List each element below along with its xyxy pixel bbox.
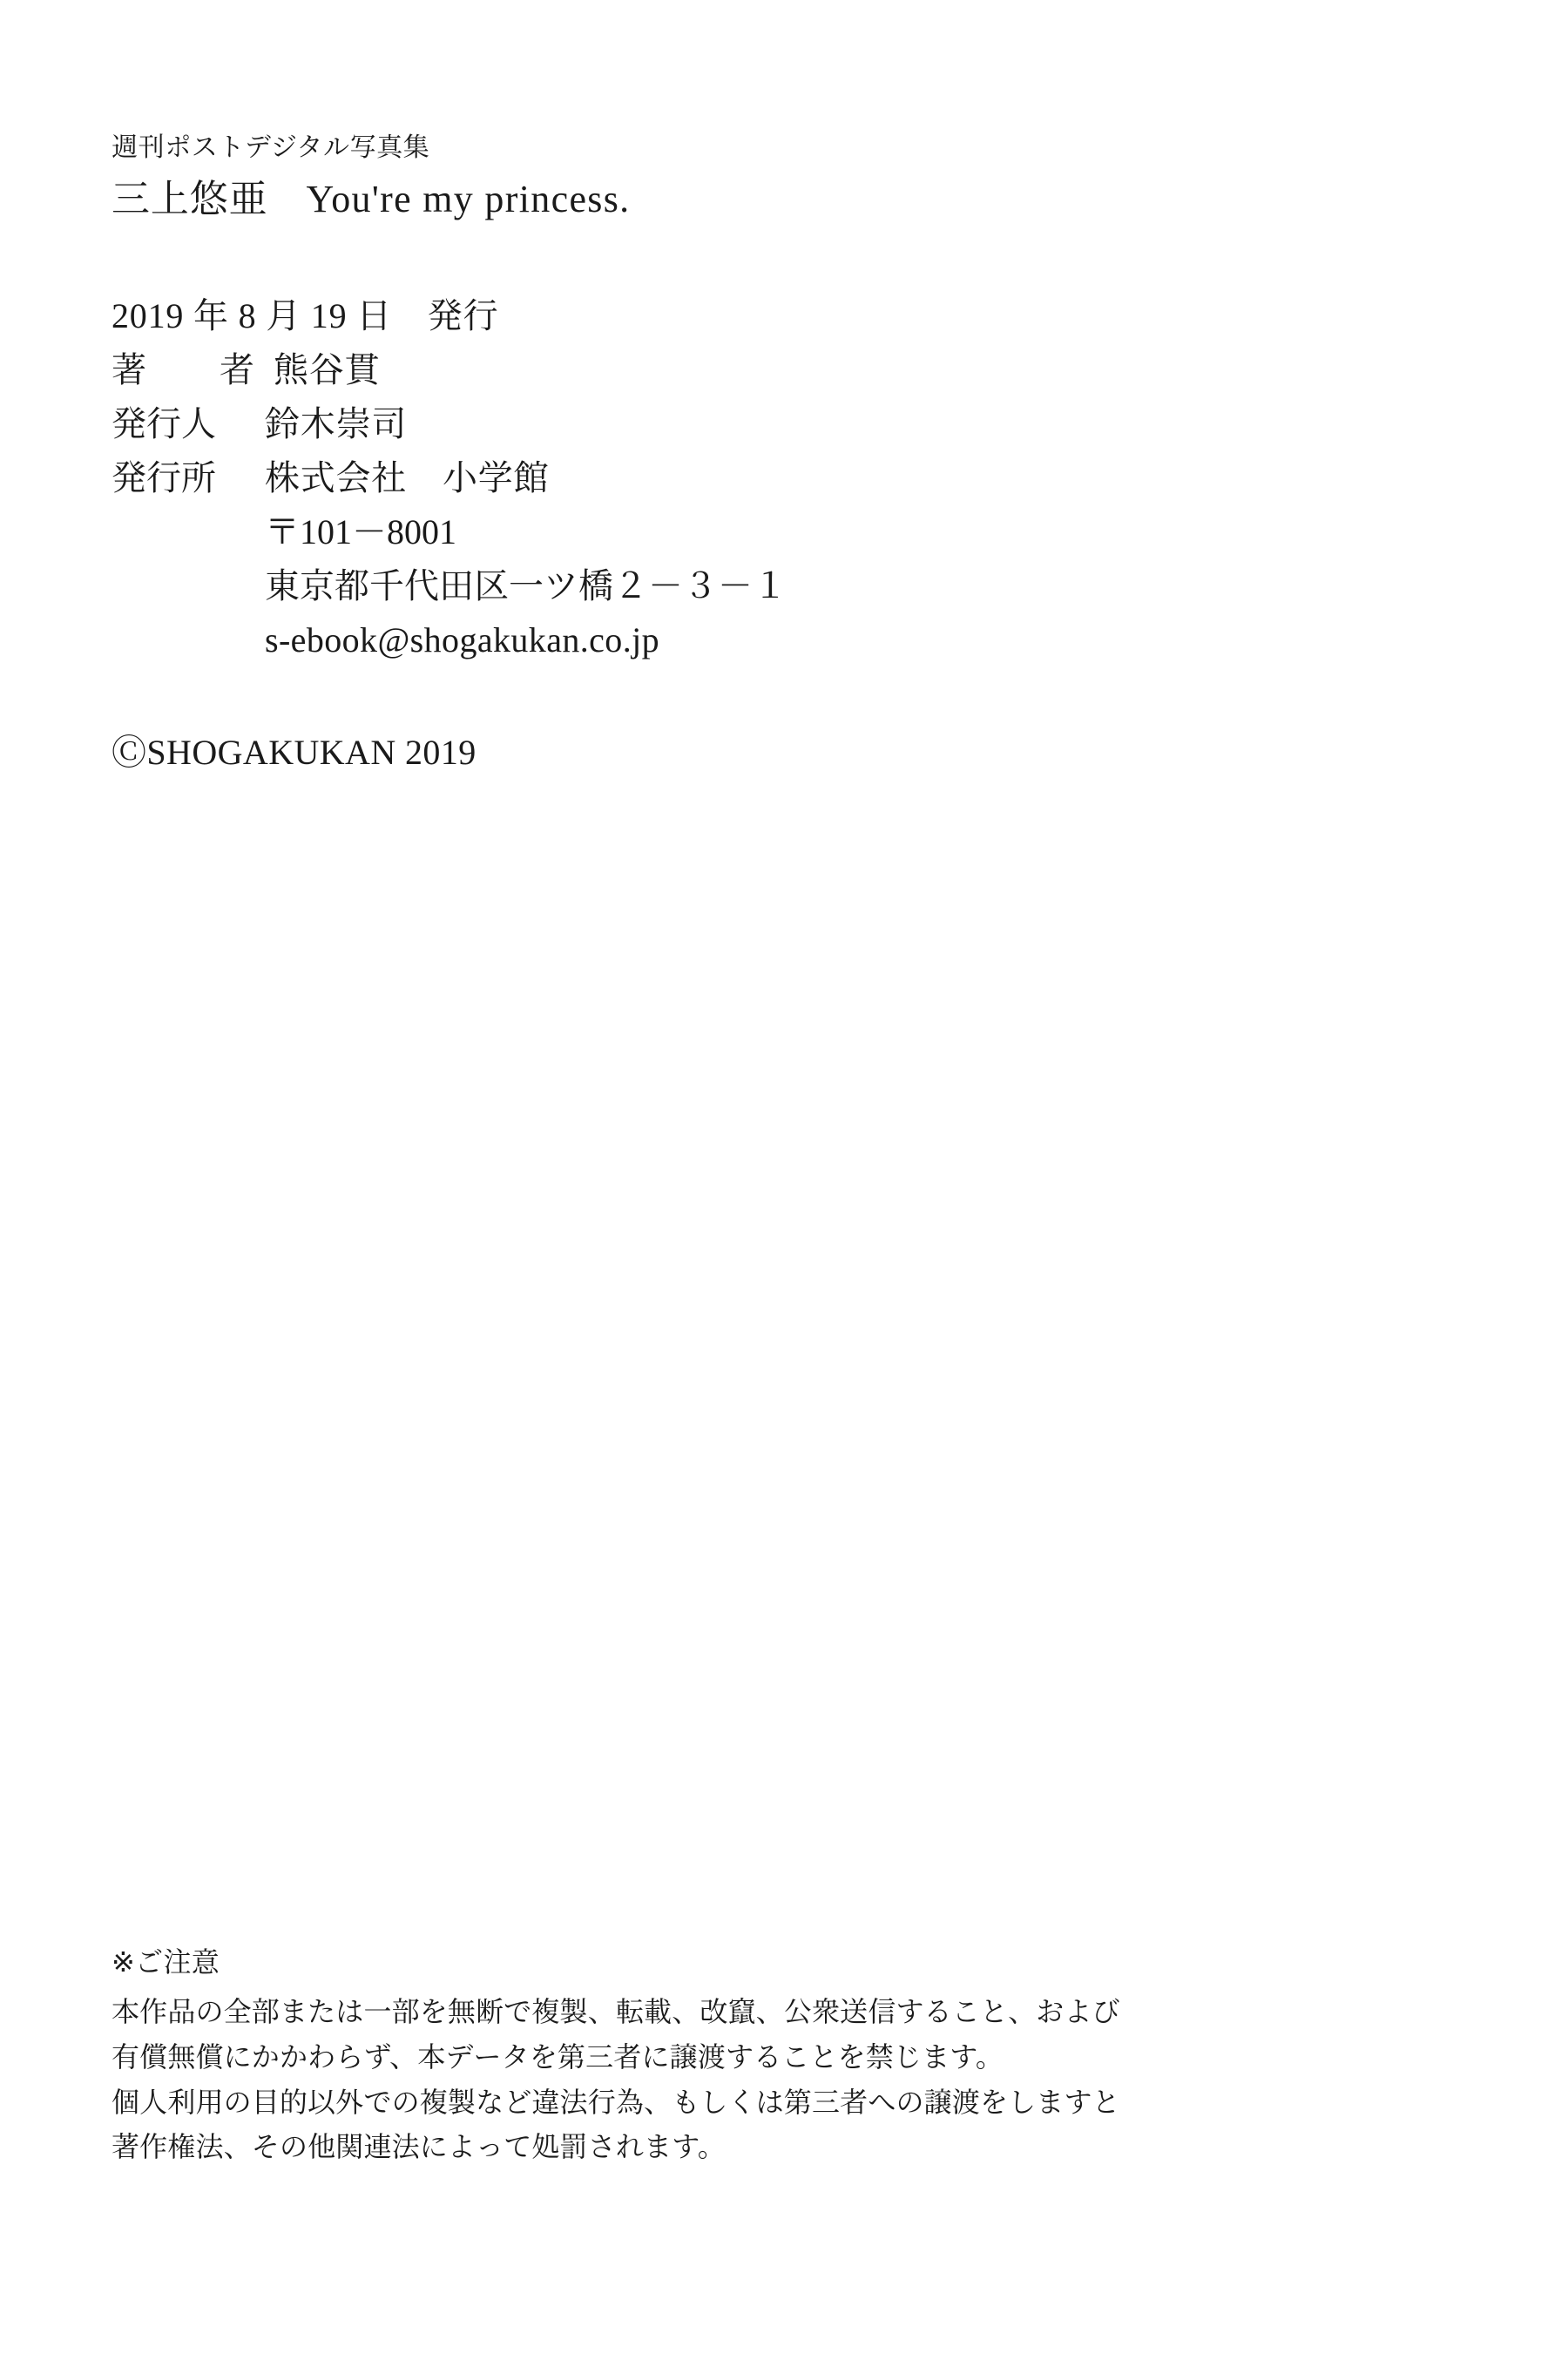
author-label: 著 者	[112, 350, 274, 389]
publisher-person-row	[112, 397, 1418, 451]
address-row: 東京都千代田区一ツ橋２－３－１	[265, 566, 787, 605]
notice-heading: ※ご注意	[112, 1945, 220, 1979]
publication-date: 2019 年 8 月 19 日 発行	[112, 296, 499, 335]
email-row[interactable]: s-ebook@shogakukan.co.jp	[265, 620, 660, 660]
copyright-line: ⒸSHOGAKUKAN 2019	[112, 733, 476, 772]
book-title-jp: 三上悠亜	[112, 178, 268, 220]
publisher-person-name: 鈴木崇司	[265, 404, 408, 443]
colophon-block	[112, 131, 1418, 810]
publisher-label: 発行所	[112, 458, 216, 497]
book-title	[112, 175, 1418, 223]
author-name: 熊谷貫	[274, 350, 381, 389]
publisher-name: 株式会社 小学館	[265, 458, 550, 497]
notice-line-3: 個人利用の目的以外での複製など違法行為、もしくは第三者への譲渡をしますと	[112, 2085, 1120, 2119]
notice-line-4: 著作権法、その他関連法によって処罰されます。	[112, 2130, 726, 2164]
publisher-row	[112, 451, 1418, 505]
author-row	[112, 343, 1418, 397]
notice-block	[112, 1941, 1470, 2170]
postal-code-row: 〒101－8001	[265, 512, 456, 551]
imprint-details	[112, 289, 1418, 667]
publication-date-row	[112, 289, 1418, 343]
notice-line-2: 有償無償にかかわらず、本データを第三者に譲渡することを禁じます。	[112, 2039, 1004, 2073]
series-title: 週刊ポストデジタル写真集	[112, 133, 430, 162]
book-title-en: You're my princess.	[306, 178, 631, 220]
notice-line-1: 本作品の全部または一部を無断で複製、転載、改竄、公衆送信すること、および	[112, 1995, 1120, 2028]
publisher-person-label: 発行人	[112, 404, 216, 443]
